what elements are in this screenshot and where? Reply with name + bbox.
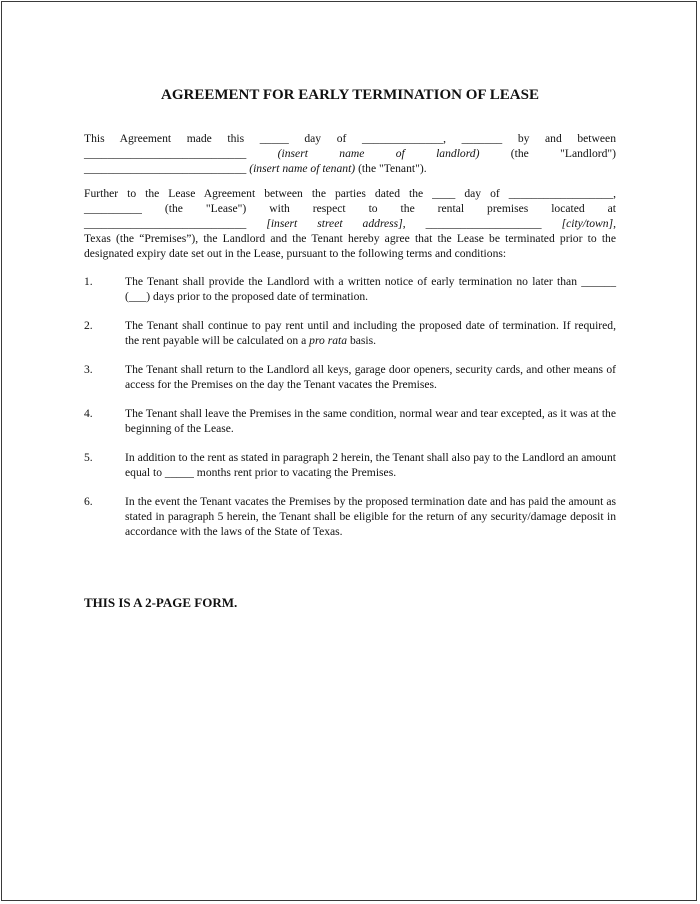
term-number: 4. [84,407,93,420]
intro-line-1: This Agreement made this _____ day of ______________, _______ by and between [84,132,616,145]
term-text: The Tenant shall leave the Premises in the same condition, normal wear and tear excepted, as it was at the beginning of the Lease. [125,407,616,435]
term-text: The Tenant shall provide the Landlord with a written notice of early termination no later than ______ (___) days prior to the proposed date of termination. [125,275,616,303]
recital-line-2: __________ (the "Lease") with respect to the rental premises located at [84,202,616,215]
term-text [125,318,616,348]
term-number: 6. [84,495,93,508]
term-number: 1. [84,275,93,288]
intro-line-2 [84,146,616,161]
tenant-label: (the "Tenant"). [358,162,427,175]
recital-paragraph [84,186,616,261]
term-number: 5. [84,451,93,464]
term-text-part: basis. [347,334,377,347]
recital-comma: , [613,217,616,230]
recital-line-1: Further to the Lease Agreement between the parties dated the ____ day of __________________, [84,187,616,200]
term-text: In the event the Tenant vacates the Premises by the proposed termination date and has paid the amount as stated in paragraph 5 herein, the Tenant shall be eligible for the return of any security/damage deposit in accordance with the laws of the State of Texas. [125,495,616,538]
term-text: In addition to the rent as stated in paragraph 2 herein, the Tenant shall also pay to the Landlord an amount equal to _____ months rent prior to vacating the Premises. [125,451,616,479]
document [84,86,616,610]
term-text: The Tenant shall return to the Landlord all keys, garage door openers, security cards, and other means of access for the Premises on the day the Tenant vacates the Premises. [125,363,616,391]
term-item [84,362,616,392]
page-count-note: THIS IS A 2-PAGE FORM. [84,595,238,610]
landlord-label: (the "Landlord") [510,147,616,160]
term-item [84,406,616,436]
intro-paragraph [84,131,616,176]
term-item [84,274,616,304]
city-hint: [city/town] [561,217,614,230]
term-number: 3. [84,363,93,376]
term-number: 2. [84,319,93,332]
street-hint: [insert street address] [266,217,403,230]
term-item [84,450,616,480]
term-text-part: The Tenant shall continue to pay rent until and including the proposed date of termination. If required, the rent payable will be calculated on a [125,319,616,347]
street-blank: ____________________________ [84,217,247,230]
intro-line-3 [84,161,616,176]
landlord-hint: (insert name of landlord) [277,147,480,160]
landlord-blank: ____________________________ [84,147,247,160]
tenant-hint: (insert name of tenant) [249,162,356,175]
recital-line-3 [84,216,616,231]
term-item [84,494,616,539]
term-item [84,318,616,348]
term-text-italic: pro rata [309,334,348,347]
tenant-blank: ____________________________ [84,162,247,175]
document-title: AGREEMENT FOR EARLY TERMINATION OF LEASE [161,87,539,103]
city-blank: , ____________________ [402,217,542,230]
recital-line-4: Texas (the “Premises”), the Landlord and the Tenant hereby agree that the Lease be terminated prior to the designated expiry date set out in the Lease, pursuant to the following terms and conditions: [84,232,616,260]
